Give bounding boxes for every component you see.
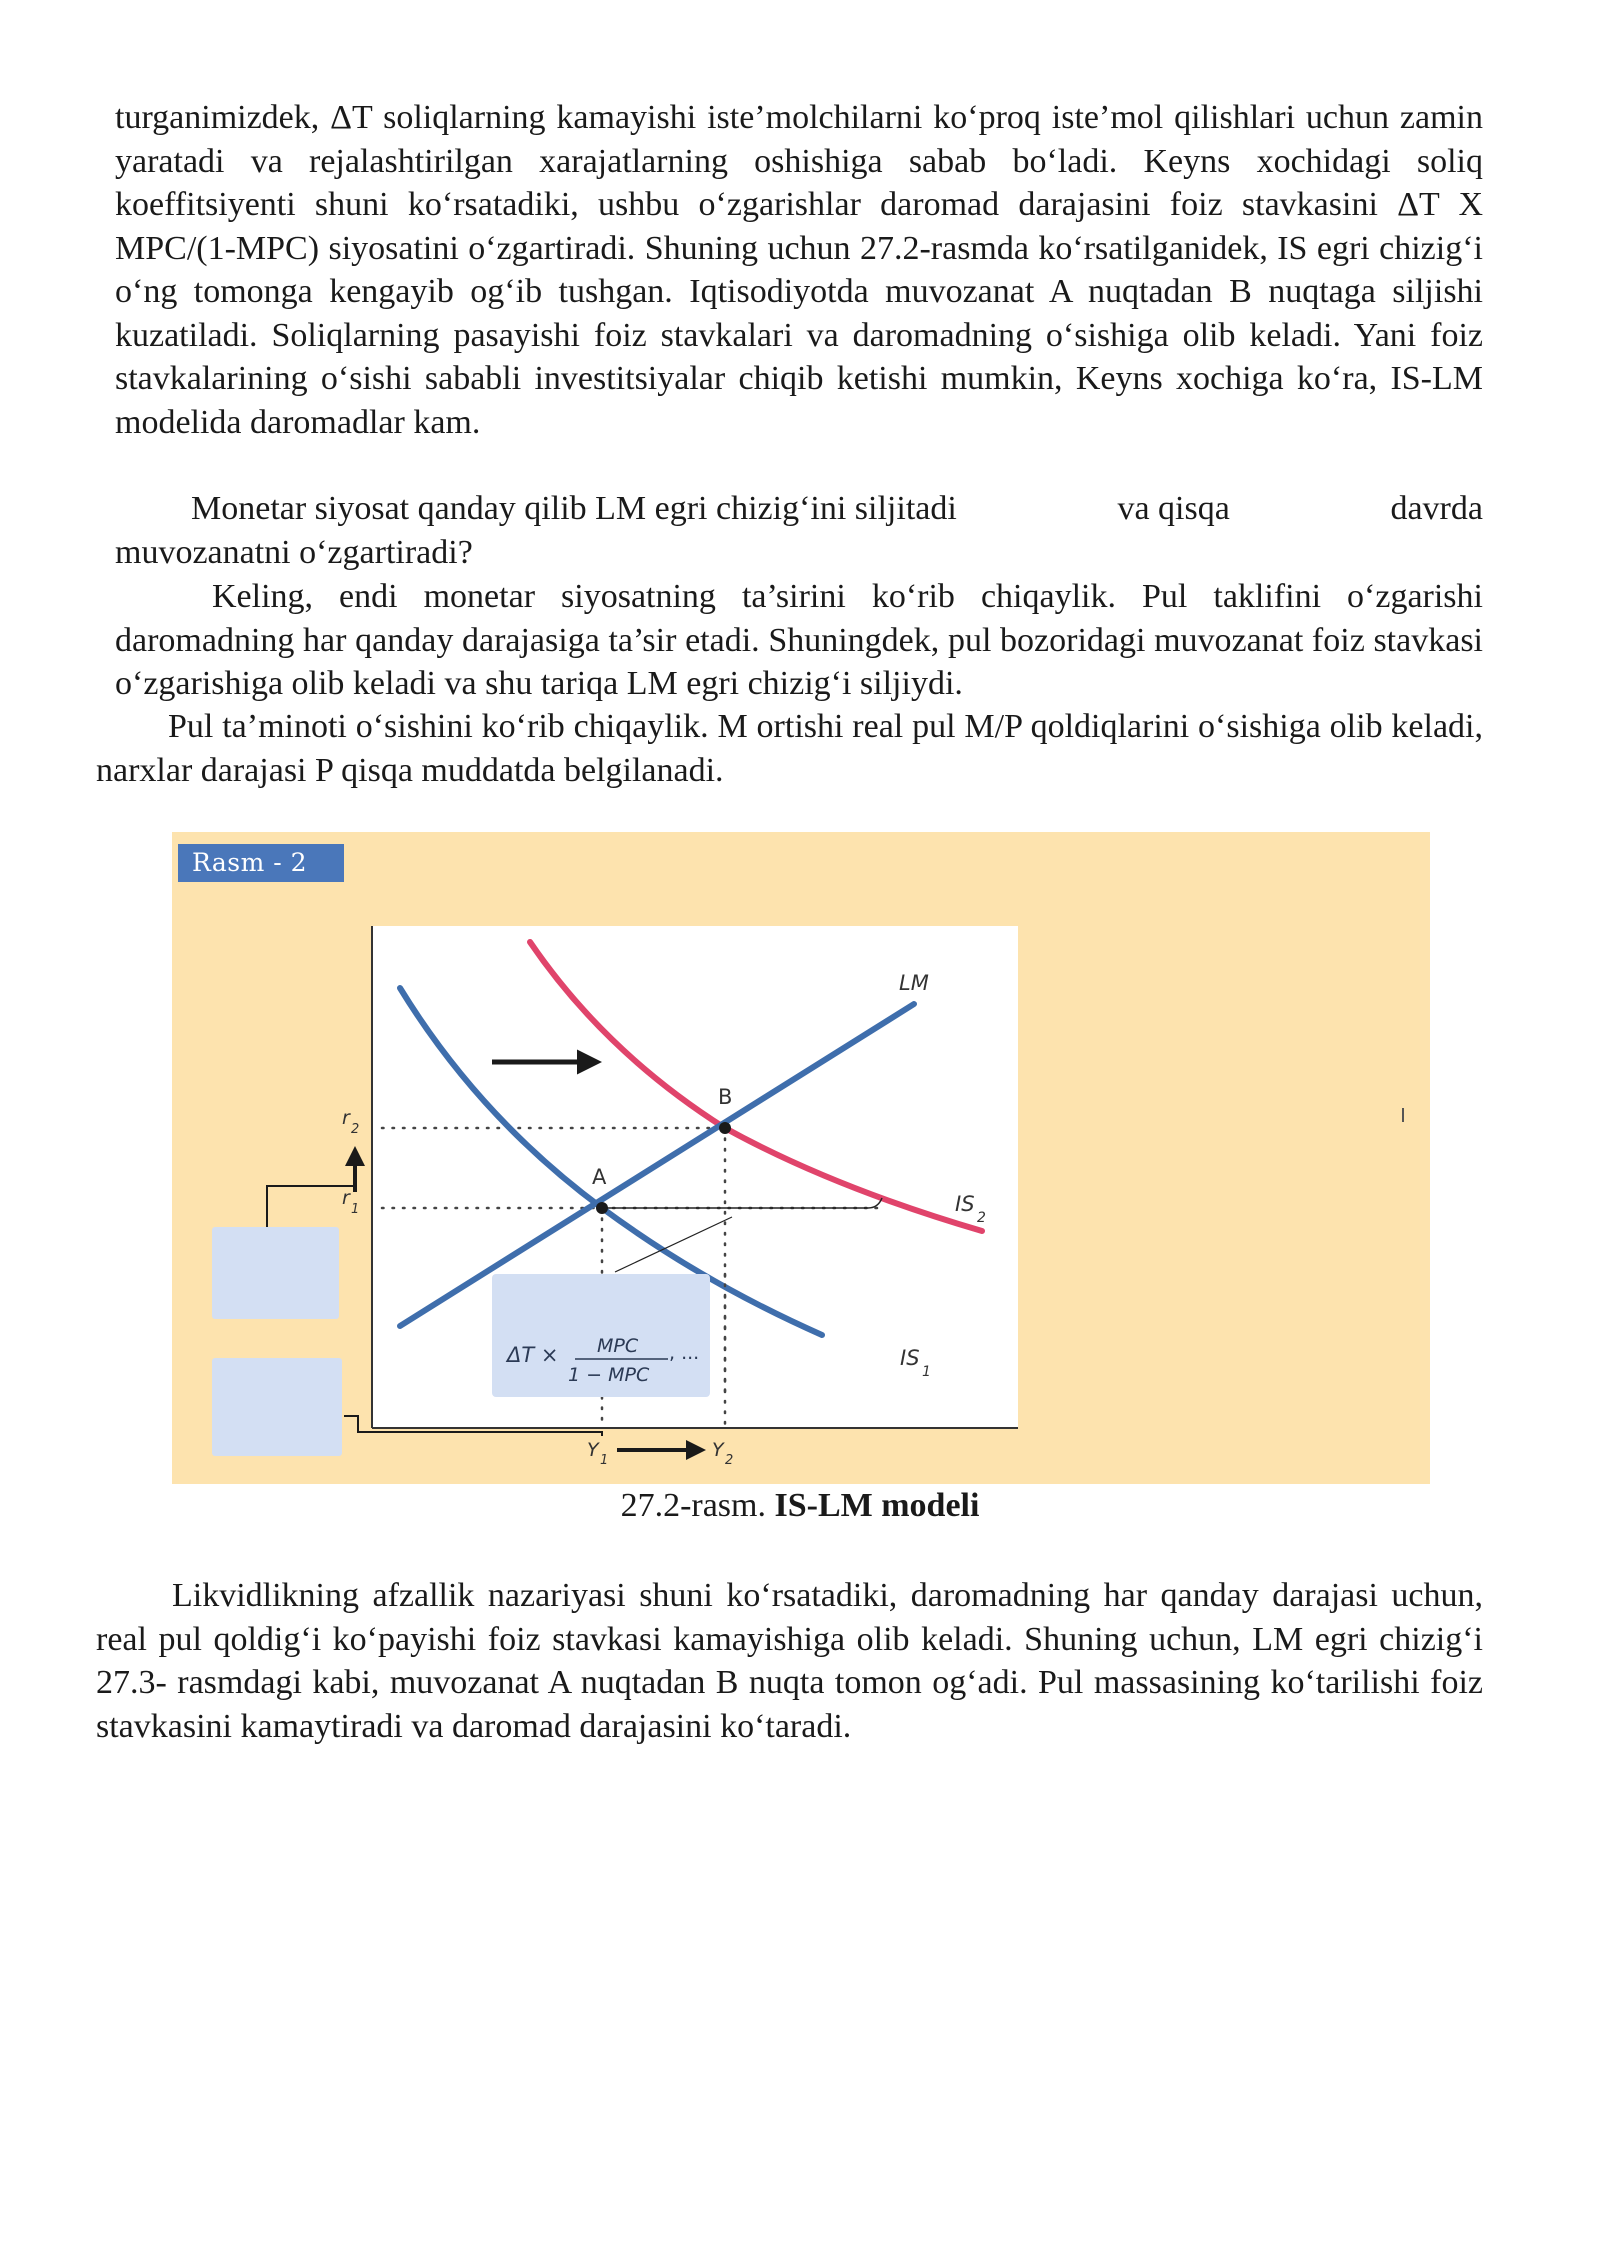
paragraph-3 [115, 575, 1483, 706]
lm-label: LM [899, 971, 929, 995]
connector-box2-b [358, 1428, 602, 1436]
is-lm-figure [172, 832, 1430, 1484]
question-line-1 [115, 487, 1483, 531]
point-b-marker [719, 1122, 731, 1134]
paragraph-3-text: Keling, endi monetar siyosatning ta’sirini ko‘rib chiqaylik. Pul taklifini o‘zgarishi daromadning har qanday darajasiga ta’sir etadi. Shuningdek, pul bozoridagi muvozanat foiz stavkasi o‘zgarishiga olib keladi va shu tariqa LM egri chizig‘i siljiydi. [115, 578, 1483, 702]
multiplier-tail: , ... [669, 1342, 700, 1364]
is2-label: IS [955, 1192, 975, 1216]
multiplier-denominator: 1 − MPC [568, 1364, 650, 1386]
is-lm-chart [172, 832, 1430, 1484]
question-line-2: muvozanatni o‘zgartiradi? [115, 533, 473, 571]
question-part-b: va qisqa [1117, 490, 1230, 527]
r1-tick-label: r [342, 1187, 350, 1209]
paragraph-4: Pul ta’minoti o‘sishini ko‘rib chiqaylik. M ortishi real pul M/P qoldiqlarini o‘sishiga olib keladi, narxlar darajasi P qisqa muddatda belgilanadi. [96, 708, 1483, 789]
r2-tick-label: r [342, 1107, 350, 1129]
connector-box2-a [344, 1416, 358, 1428]
y2-tick-subscript: 2 [725, 1453, 734, 1468]
question-part-c: davrda [1390, 490, 1483, 527]
is1-label-subscript: 1 [922, 1364, 931, 1380]
y2-tick-label: Y [712, 1439, 724, 1461]
is2-label-subscript: 2 [977, 1210, 986, 1226]
point-a-marker [596, 1202, 608, 1214]
question-part-a: Monetar siyosat qanday qilib LM egri chizig‘ini siljitadi [191, 490, 957, 527]
figure-badge: Rasm - 2 [178, 844, 344, 882]
multiplier-label: ΔT × [507, 1343, 559, 1367]
r1-tick-subscript: 1 [351, 1202, 360, 1217]
point-b-label: B [718, 1085, 733, 1109]
is1-label: IS [900, 1346, 920, 1370]
y1-tick-label: Y [587, 1439, 599, 1461]
paragraph-question [115, 487, 1483, 574]
figure-caption [0, 1484, 1600, 1528]
figure-caption-title: IS-LM modeli [774, 1487, 980, 1524]
multiplier-numerator: MPC [597, 1335, 639, 1357]
paragraph-5: Likvidlikning afzallik nazariyasi shuni ko‘rsatadiki, daromadning har qanday darajasi uchun, real pul qoldig‘i ko‘payishi foiz stavkasi kamayishiga olib keladi. Shuning uchun, LM egri chizig‘i 27.3- rasmdagi kabi, muvozanat A nuqtadan B nuqta tomon og‘adi. Pul massasining ko‘tarilishi foiz stavkasini kamaytiradi va daromad darajasini ko‘taradi. [96, 1577, 1483, 1745]
figure-caption-prefix: 27.2-rasm. [620, 1487, 775, 1524]
r2-tick-subscript: 2 [351, 1122, 360, 1137]
y1-tick-subscript: 1 [600, 1453, 609, 1468]
point-a-label: A [592, 1165, 607, 1189]
paragraph-1: turganimizdek, ΔT soliqlarning kamayishi iste’molchilarni ko‘proq iste’mol qilishlari uchun zamin yaratadi va rejalashtirilgan xarajatlarning oshishiga sabab bo‘ladi. Keyns xochidagi soliq koeffitsiyenti shuni ko‘rsatadiki, ushbu o‘zgarishlar daromad darajasini foiz stavkasini ΔT X MPC/(1-MPC) siyosatini o‘zgartiradi. Shuning uchun 27.2-rasmda ko‘rsatilganidek, IS egri chizig‘i o‘ng tomonga kengayib og‘ib tushgan. Iqtisodiyotda muvozanat A nuqtadan B nuqtaga siljishi kuzatiladi. Soliqlarning pasayishi foiz stavkalari va daromadning o‘sishiga olib keladi. Yani foiz stavkalarining o‘sishi sababli investitsiyalar chiqib ketishi mumkin, Keyns xochiga ko‘ra, IS-LM modelida daromadlar kam. [115, 99, 1483, 441]
